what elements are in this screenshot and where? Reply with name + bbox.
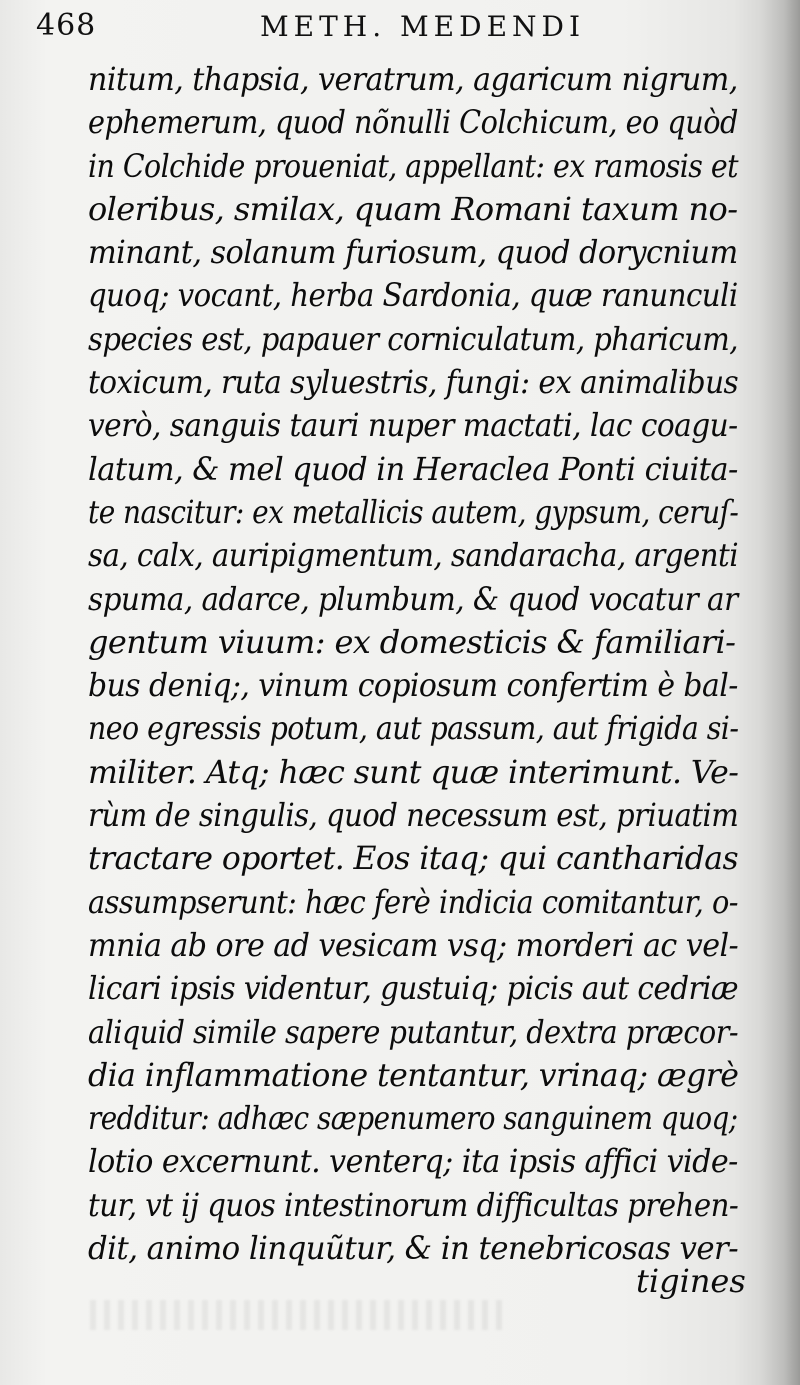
text-line: toxicum, ruta syluestris, fungi: ex animalibus bbox=[88, 363, 739, 402]
show-through-texture bbox=[90, 1300, 510, 1330]
catchword: tigines bbox=[636, 1262, 746, 1300]
text-line: aliquid simile sapere putantur, dextra præcor- bbox=[88, 1012, 739, 1051]
body-text bbox=[88, 58, 738, 1270]
page-header bbox=[36, 8, 756, 48]
text-line: in Colchide proueniat, appellant: ex ramosis et bbox=[88, 146, 739, 185]
text-line: lotio excernunt. venterq; ita ipsis affici vide- bbox=[88, 1142, 738, 1181]
running-head: METH. MEDENDI bbox=[260, 10, 586, 43]
text-line: latum, & mel quod in Heraclea Ponti ciuita- bbox=[88, 449, 738, 488]
page-gutter-shadow bbox=[760, 0, 800, 1385]
page-number: 468 bbox=[36, 8, 97, 43]
text-line: oleribus, smilax, quam Romani taxum no- bbox=[88, 189, 738, 228]
text-line: species est, papauer corniculatum, pharicum, bbox=[88, 319, 738, 358]
text-line: gentum viuum: ex domesticis & familiari- bbox=[88, 622, 736, 661]
text-line: dit, animo linquũtur, & in tenebricosas ver- bbox=[88, 1229, 739, 1268]
text-line: neo egressis potum, aut passum, aut frigida si- bbox=[88, 709, 739, 748]
text-line: mnia ab ore ad vesicam vsq; morderi ac vel- bbox=[88, 925, 739, 964]
text-line: tractare oportet. Eos itaq; qui cantharidas bbox=[88, 839, 739, 878]
text-line: militer. Atq; hæc sunt quæ interimunt. Ve- bbox=[88, 752, 739, 791]
text-line: rùm de singulis, quod necessum est, priuatim bbox=[88, 796, 739, 835]
text-line: licari ipsis videntur, gustuiq; picis aut cedriæ bbox=[88, 969, 739, 1008]
text-line: redditur: adhæc sæpenumero sanguinem quoq; bbox=[88, 1099, 738, 1138]
text-line: assumpserunt: hæc ferè indicia comitantur, o- bbox=[88, 882, 738, 921]
text-line: bus deniq;, vinum copiosum confertim è bal- bbox=[88, 666, 738, 705]
text-line: quoq; vocant, herba Sardonia, quæ ranunculi bbox=[88, 276, 738, 315]
text-line: ephemerum, quod nõnulli Colchicum, eo quòd bbox=[88, 103, 738, 142]
text-line: verò, sanguis tauri nuper mactati, lac coagu- bbox=[88, 406, 738, 445]
text-line: te nascitur: ex metallicis autem, gypsum, ceruſ- bbox=[88, 492, 739, 531]
text-line: tur, vt ij quos intestinorum difficultas prehen- bbox=[88, 1185, 739, 1224]
text-line: minant, solanum furiosum, quod dorycnium bbox=[88, 233, 738, 272]
text-line: nitum, thapsia, veratrum, agaricum nigrum, bbox=[88, 60, 738, 98]
text-line: dia inflammatione tentantur, vrinaq; ægrè bbox=[88, 1055, 739, 1094]
text-line: sa, calx, auripigmentum, sandaracha, argenti bbox=[88, 536, 739, 575]
text-line: spuma, adarce, plumbum, & quod vocatur ar bbox=[88, 579, 738, 618]
